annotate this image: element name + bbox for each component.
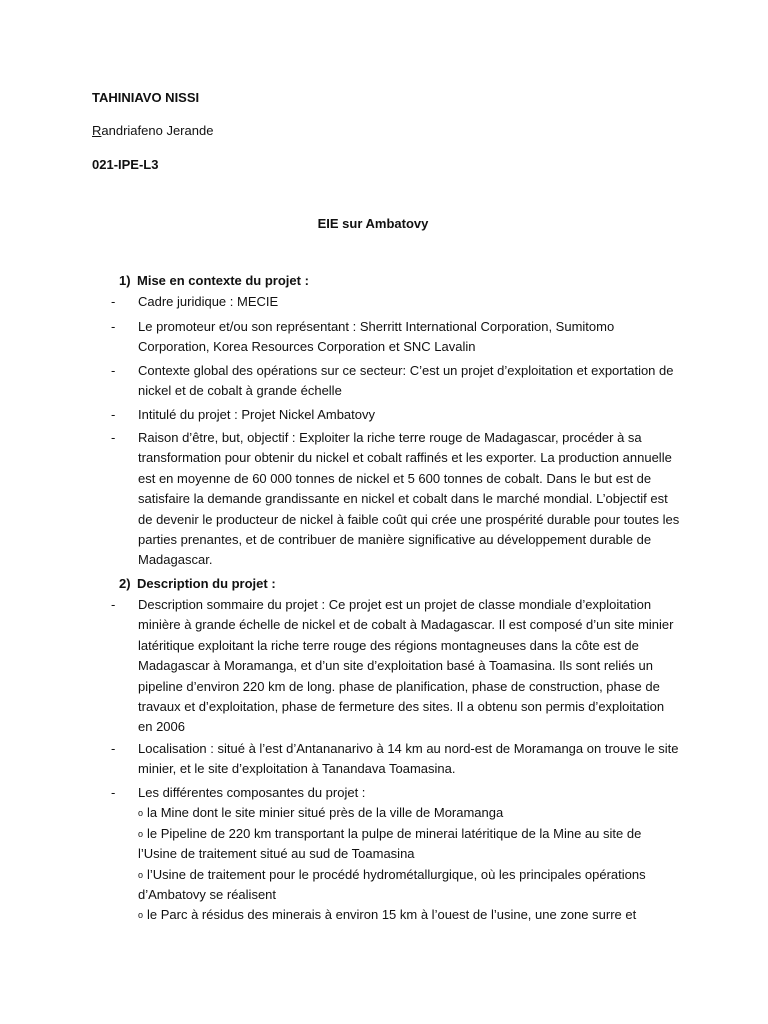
list-item <box>111 783 681 926</box>
list-dash: - <box>111 319 116 334</box>
section-2-number: 2) <box>119 576 131 591</box>
list-dash: - <box>111 294 116 309</box>
list-item-text: Localisation : situé à l’est d’Antananarivo à 14 km au nord-est de Moramanga on trouve le site minier, et le site d’exploitation à Tanandava Toamasina. <box>138 741 679 777</box>
list-item-text: Les différentes composantes du projet : <box>138 785 366 800</box>
list-item-text: Le promoteur et/ou son représentant : Sherritt International Corporation, Sumitomo Corporation, Korea Resources Corporation et SNC Lavalin <box>138 319 615 355</box>
section-1-title: Mise en contexte du projet : <box>137 273 309 288</box>
author-name-2-initial: R <box>92 123 102 138</box>
list-item-text: Contexte global des opérations sur ce secteur: C’est un projet d’exploitation et exportation de nickel et de cobalt à grande échelle <box>138 363 674 399</box>
sub-list-item <box>138 824 681 865</box>
sub-list-item <box>138 803 681 823</box>
list-item <box>111 292 681 312</box>
author-name-2 <box>92 123 213 139</box>
document-title: EIE sur Ambatovy <box>317 216 429 231</box>
sub-list-item-text: le Pipeline de 220 km transportant la pulpe de minerai latéritique de la Mine au site de l’Usine de traitement situé au sud de Toamasina <box>138 825 642 862</box>
section-1-heading <box>119 273 309 289</box>
list-dash: - <box>111 741 116 756</box>
list-dash: - <box>111 430 116 445</box>
sub-list-item-text: la Mine dont le site minier situé près de la ville de Moramanga <box>147 805 504 821</box>
list-item <box>111 595 681 738</box>
list-item-text: Intitulé du projet : Projet Nickel Ambatovy <box>138 407 376 422</box>
circle-bullet-icon: o <box>138 869 144 880</box>
circle-bullet-icon: o <box>138 808 144 819</box>
list-item <box>111 739 681 780</box>
sub-list-item-text: le Parc à résidus des minerais à environ 15 km à l’ouest de l’usine, une zone surre et <box>147 907 637 923</box>
circle-bullet-icon: o <box>138 828 144 839</box>
list-item-text: Cadre juridique : MECIE <box>138 294 279 309</box>
sub-list-item-text: l’Usine de traitement pour le procédé hydrométallurgique, où les principales opérations d’Ambatovy se réalisent <box>138 866 646 903</box>
list-dash: - <box>111 363 116 378</box>
list-item-text: Description sommaire du projet : Ce projet est un projet de classe mondiale d’exploitation minière à grande échelle de nickel et de cobalt à Madagascar. Il est composé d’un site minier latéritique exploitant la riche terre rouge des régions montagneuses dans la côte est de Madagascar à Moramanga, et d’un site d’exploitation basé à Toamasina. Ils sont reliés un pipeline d’environ 220 km de long. phase de planification, phase de construction, phase de travaux et d’exploitation, phase de fermeture des sites. Il a obtenu son permis d’exploitation en 2006 <box>138 597 674 735</box>
sub-list-item <box>138 905 681 925</box>
list-item <box>111 405 681 425</box>
list-dash: - <box>111 407 116 422</box>
author-name-2-rest: andriafeno Jerande <box>101 123 214 138</box>
list-item <box>111 317 681 358</box>
list-item-text: Raison d’être, but, objectif : Exploiter la riche terre rouge de Madagascar, procéder à sa transformation pour obtenir du nickel et cobalt raffinés et les exporter. La production annuelle est en moyenne de 60 000 tonnes de nickel et 5 600 tonnes de cobalt. Dans le but est de satisfaire la demande grandissante en nickel et cobalt dans le marché mondial. L’objectif est de devenir le producteur de nickel à faible coût qui crée une prospérité durable pour toutes les parties prenantes, et de contribuer de manière significative au développement durable de Madagascar. <box>138 430 680 568</box>
list-item <box>111 428 681 571</box>
author-name-1: TAHINIAVO NISSI <box>92 90 200 105</box>
list-dash: - <box>111 785 116 800</box>
list-dash: - <box>111 597 116 612</box>
class-code: 021-IPE-L3 <box>92 157 159 172</box>
section-2-title: Description du projet : <box>137 576 276 591</box>
circle-bullet-icon: o <box>138 910 144 921</box>
sub-list-item <box>138 865 681 906</box>
section-1-number: 1) <box>119 273 131 288</box>
section-2-heading <box>119 576 276 592</box>
list-item <box>111 361 681 402</box>
